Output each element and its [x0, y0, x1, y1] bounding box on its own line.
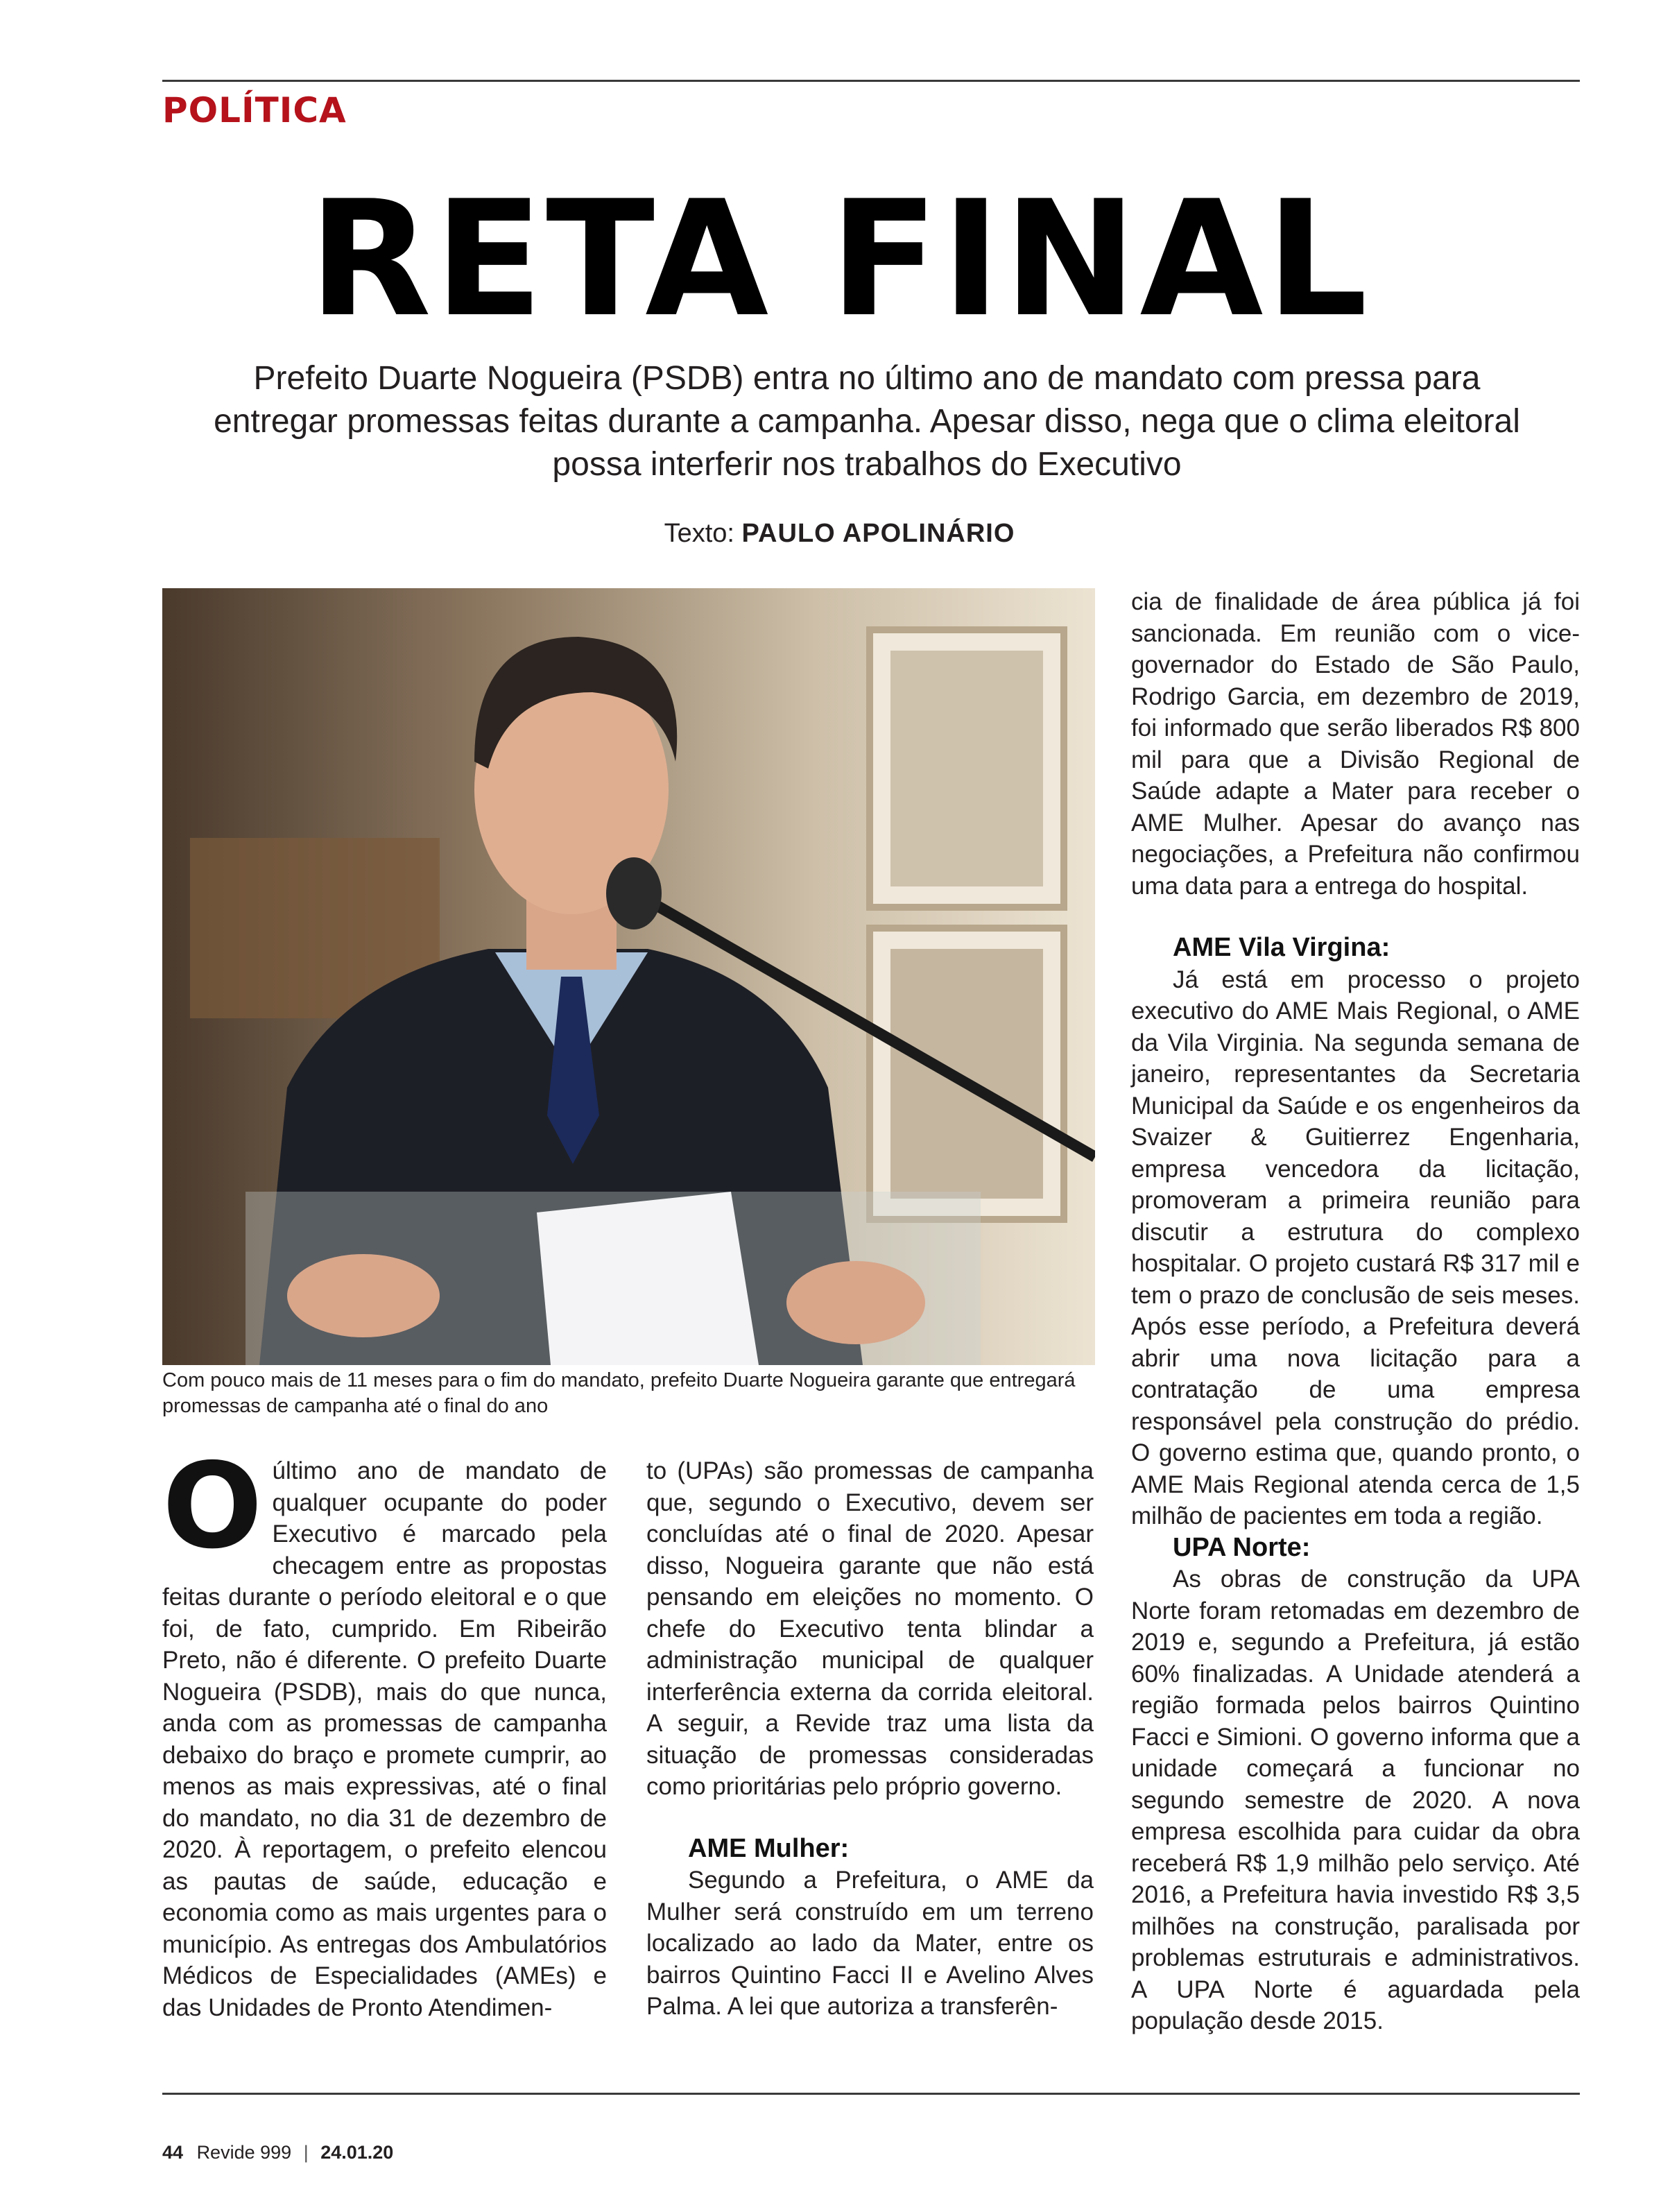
headline: RETA FINAL [308, 167, 1371, 352]
section-ame-vila-virgina-text: Já está em processo o projeto executivo do AME Mais Regional, o AME da Vila Virginia. Na segunda semana de janeiro, representantes da Secretaria Municipal da Saúde e os engenheiros da Svaizer & Guitierrez Engenharia, empresa vencedora da licitação, promoveram a primeira reunião para discutir a estrutura do complexo hospitalar. O projeto custará R$ 317 mil e tem o prazo de conclusão de seis meses. Após esse período, a Prefeitura deverá abrir uma nova licitação para a contratação de uma empresa responsável pela construção do prédio. O governo estima que, quando pronto, o AME Mais Regional atenda cerca de 1,5 milhão de pacientes em toda a região. [1131, 966, 1580, 1529]
page-number: 44 [162, 2142, 184, 2163]
section-upa-norte-text: As obras de construção da UPA Norte foram retomadas em dezembro de 2019 e, segundo a Prefeitura, já estão 60% finalizadas. A Unidade atenderá a região formada pelos bairros Quintino Facci e Simioni. O governo informa que a unidade começará a funcionar no segundo semestre de 2020. A nova empresa escolhida para cuidar da obra receberá R$ 1,9 milhão pelo serviço. Até 2016, a Prefeitura havia investido R$ 3,5 milhões na construção, paralisada por problemas estruturais e administrativos. A UPA Norte é aguardada pela população desde 2015. [1131, 1566, 1580, 2034]
article-intro-part-1: último ano de mandato de qualquer ocupante do poder Executivo é marcado pela checagem entre as propostas feitas durante o período eleitoral e o que foi, de fato, cumprido. Em Ribeirão Preto, não é diferente. O prefeito Duarte Nogueira (PSDB), mais do que nunca, anda com as promessas de campanha debaixo do braço e promete cumprir, ao menos as mais expressivas, até o final do mandato, no dia 31 de dezembro de 2020. À reportagem, o prefeito elencou as pautas de saúde, educação e economia como as mais urgentes para o município. As entregas dos Ambulatórios Médicos de Especialidades (AMEs) e das Unidades de Pronto Atendimen- [162, 1457, 607, 2021]
portrait-illustration [162, 588, 1095, 1365]
article-column-1 [162, 1438, 607, 2023]
article-intro-part-2: to (UPAs) são promessas de campanha que, segundo o Executivo, devem ser concluídas até o final de 2020. Apesar disso, Nogueira garante que não está pensando em eleições no momento. O chefe do Executivo tenta blindar a administração municipal de qualquer interferência externa da corrida eleitoral. A seguir, a Revide traz uma lista da situação de promessas consideradas como prioritárias pelo próprio governo. [646, 1457, 1094, 1800]
photo-caption: Com pouco mais de 11 meses para o fim do mandato, prefeito Duarte Nogueira garante que entregará promessas de campanha até o final do ano [162, 1369, 1076, 1417]
section-label: POLÍTICA [162, 90, 347, 130]
subheading-upa-norte: UPA Norte: [1173, 1532, 1311, 1562]
subheading-ame-mulher: AME Mulher: [688, 1833, 850, 1863]
section-ame-mulher-text-part-1: Segundo a Prefeitura, o AME da Mulher será construído em um terreno localizado ao lado da Mater, entre os bairros Quintino Facci II e Avelino Alves Palma. A lei que autoriza a transferên- [646, 1867, 1094, 2020]
subheading-ame-vila-virgina: AME Vila Virgina: [1173, 933, 1390, 962]
article-photo [162, 588, 1095, 1365]
bottom-rule [162, 2093, 1580, 2095]
byline-label: Texto: [664, 519, 734, 548]
top-rule [162, 80, 1580, 82]
page-footer [162, 2142, 393, 2163]
section-ame-mulher-text-part-2: cia de finalidade de área pública já foi sancionada. Em reunião com o vice-governador do Estado de São Paulo, Rodrigo Garcia, em dezembro de 2019, foi informado que serão liberados R$ 800 mil para que a Divisão Regional de Saúde adapte a Mater para receber o AME Mulher. Apesar do avanço nas negociações, a Prefeitura não confirmou uma data para a entrega do hospital. [1131, 588, 1580, 900]
byline-author: PAULO APOLINÁRIO [741, 519, 1015, 548]
footer-separator: | [303, 2142, 309, 2163]
issue-date: 24.01.20 [320, 2142, 394, 2163]
article-column-3 [1131, 586, 1580, 2037]
byline [0, 519, 1679, 549]
drop-cap: O [162, 1438, 263, 1575]
article-column-2 [646, 1455, 1094, 2023]
subhead: Prefeito Duarte Nogueira (PSDB) entra no último ano de mandato com pressa para entregar promessas feitas durante a campanha. Apesar disso, nega que o clima eleitoral possa interferir nos trabalhos do Executivo [214, 360, 1520, 483]
magazine-issue: Revide 999 [196, 2142, 292, 2163]
